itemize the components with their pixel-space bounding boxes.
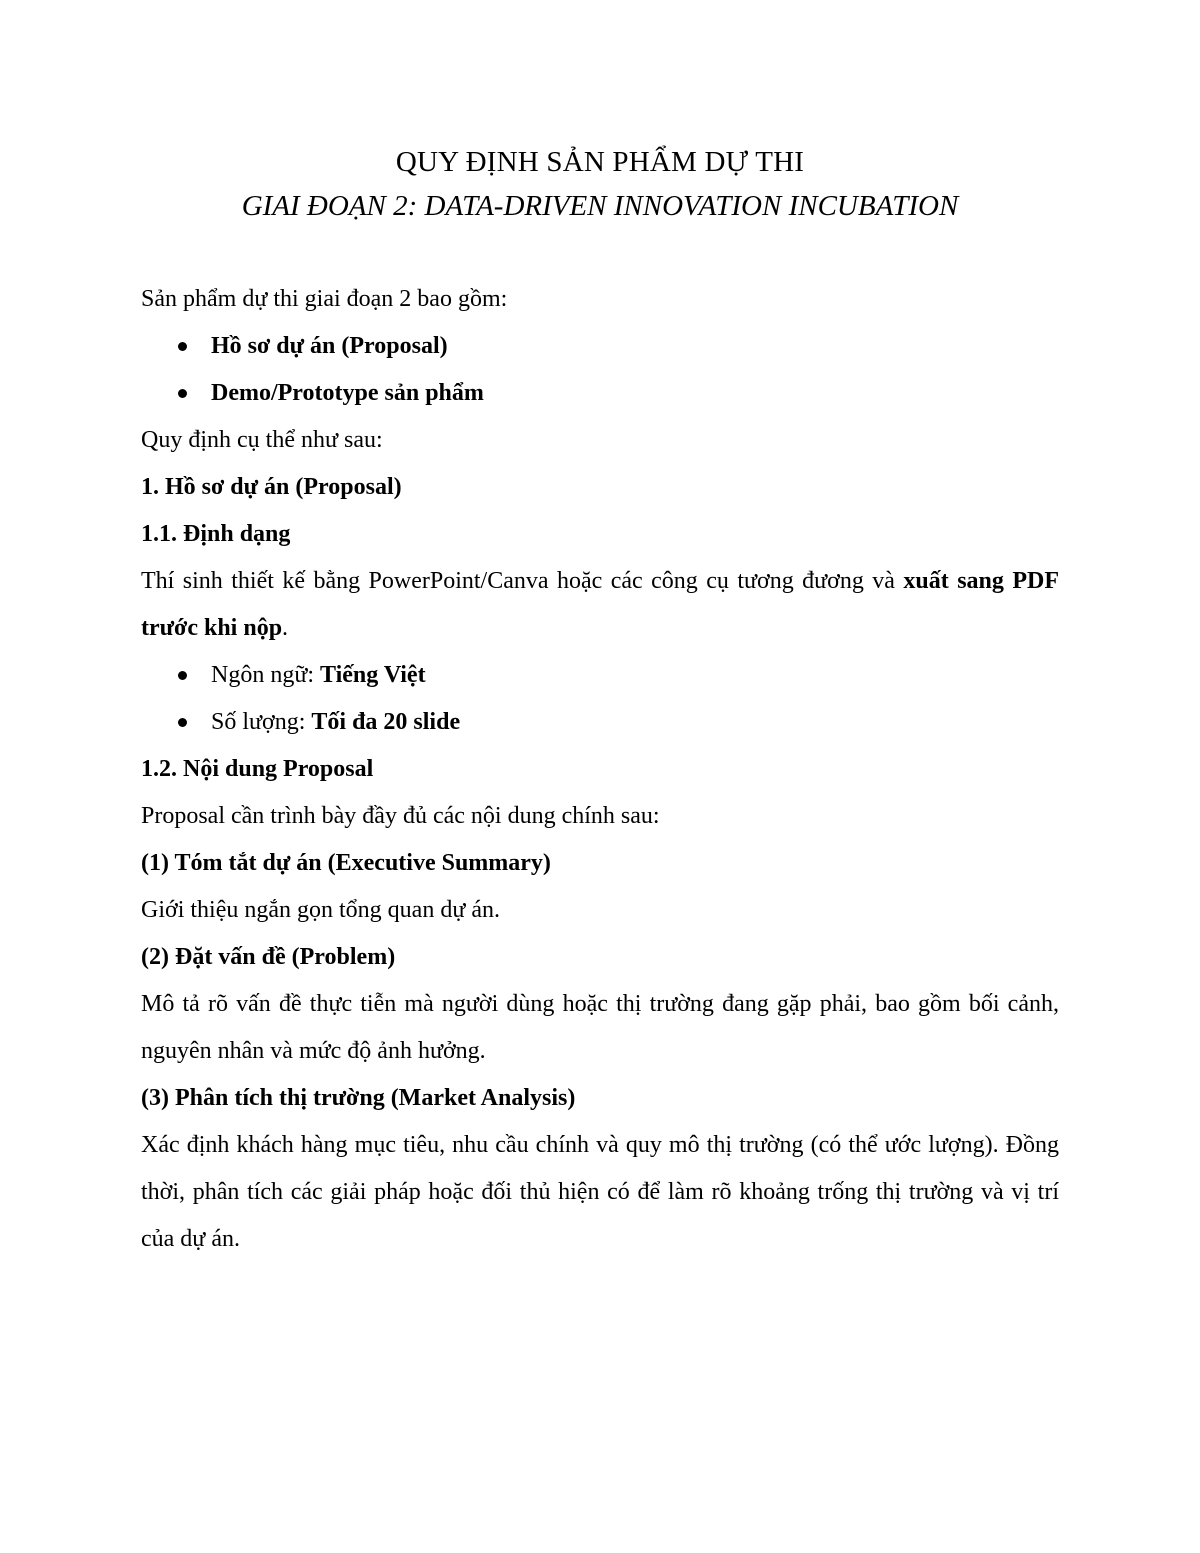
- specifics-text: Quy định cụ thể như sau:: [141, 427, 383, 453]
- list-item-text: Demo/Prototype sản phẩm: [211, 380, 484, 406]
- part-heading: (3) Phân tích thị trường (Market Analysis): [141, 1085, 576, 1111]
- list-item-value: Tối đa 20 slide: [311, 709, 461, 735]
- part-text: Giới thiệu ngắn gọn tổng quan dự án.: [141, 897, 500, 923]
- format-text-end: .: [282, 615, 289, 641]
- subsection-heading-content: 1.2. Nội dung Proposal: [141, 756, 374, 782]
- list-item: [141, 699, 1059, 746]
- list-item: [141, 323, 1059, 370]
- bullet-icon: [178, 718, 187, 727]
- document-title: QUY ĐỊNH SẢN PHẨM DỰ THI: [395, 146, 805, 178]
- part-heading: (1) Tóm tắt dự án (Executive Summary): [141, 850, 551, 876]
- list-item-value: Tiếng Việt: [320, 662, 426, 688]
- content-intro: Proposal cần trình bày đầy đủ các nội dung chính sau:: [141, 803, 660, 829]
- list-item-label: Số lượng:: [211, 709, 312, 735]
- document-body: [141, 276, 1059, 1263]
- format-paragraph: [141, 558, 1059, 652]
- document-subtitle: GIAI ĐOẠN 2: DATA-DRIVEN INNOVATION INCUBATION: [241, 190, 959, 222]
- subsection-heading-format: 1.1. Định dạng: [141, 521, 291, 547]
- bullet-icon: [178, 671, 187, 680]
- bullet-icon: [178, 342, 187, 351]
- intro-text: Sản phẩm dự thi giai đoạn 2 bao gồm:: [141, 286, 508, 312]
- list-item-text: Hồ sơ dự án (Proposal): [211, 333, 448, 359]
- title-block: [0, 140, 1200, 228]
- list-item-label: Ngôn ngữ:: [211, 662, 321, 688]
- format-text: Thí sinh thiết kế bằng PowerPoint/Canva hoặc các công cụ tương đương và: [141, 568, 904, 594]
- list-item: [141, 652, 1059, 699]
- format-list: [141, 652, 1059, 746]
- bullet-icon: [178, 389, 187, 398]
- part-heading: (2) Đặt vấn đề (Problem): [141, 944, 396, 970]
- deliverables-list: [141, 323, 1059, 417]
- part-text: Xác định khách hàng mục tiêu, nhu cầu chính và quy mô thị trường (có thể ước lượng). Đồng thời, phân tích các giải pháp hoặc đối thủ hiện có để làm rõ khoảng trống thị trường và vị trí của dự án.: [141, 1132, 1059, 1252]
- part-text: Mô tả rõ vấn đề thực tiễn mà người dùng hoặc thị trường đang gặp phải, bao gồm bối cảnh, nguyên nhân và mức độ ảnh hưởng.: [141, 991, 1059, 1064]
- section-heading: 1. Hồ sơ dự án (Proposal): [141, 474, 402, 500]
- list-item: [141, 370, 1059, 417]
- format-text-emphasis: xuất sang PDF trước khi nộp: [141, 568, 1059, 641]
